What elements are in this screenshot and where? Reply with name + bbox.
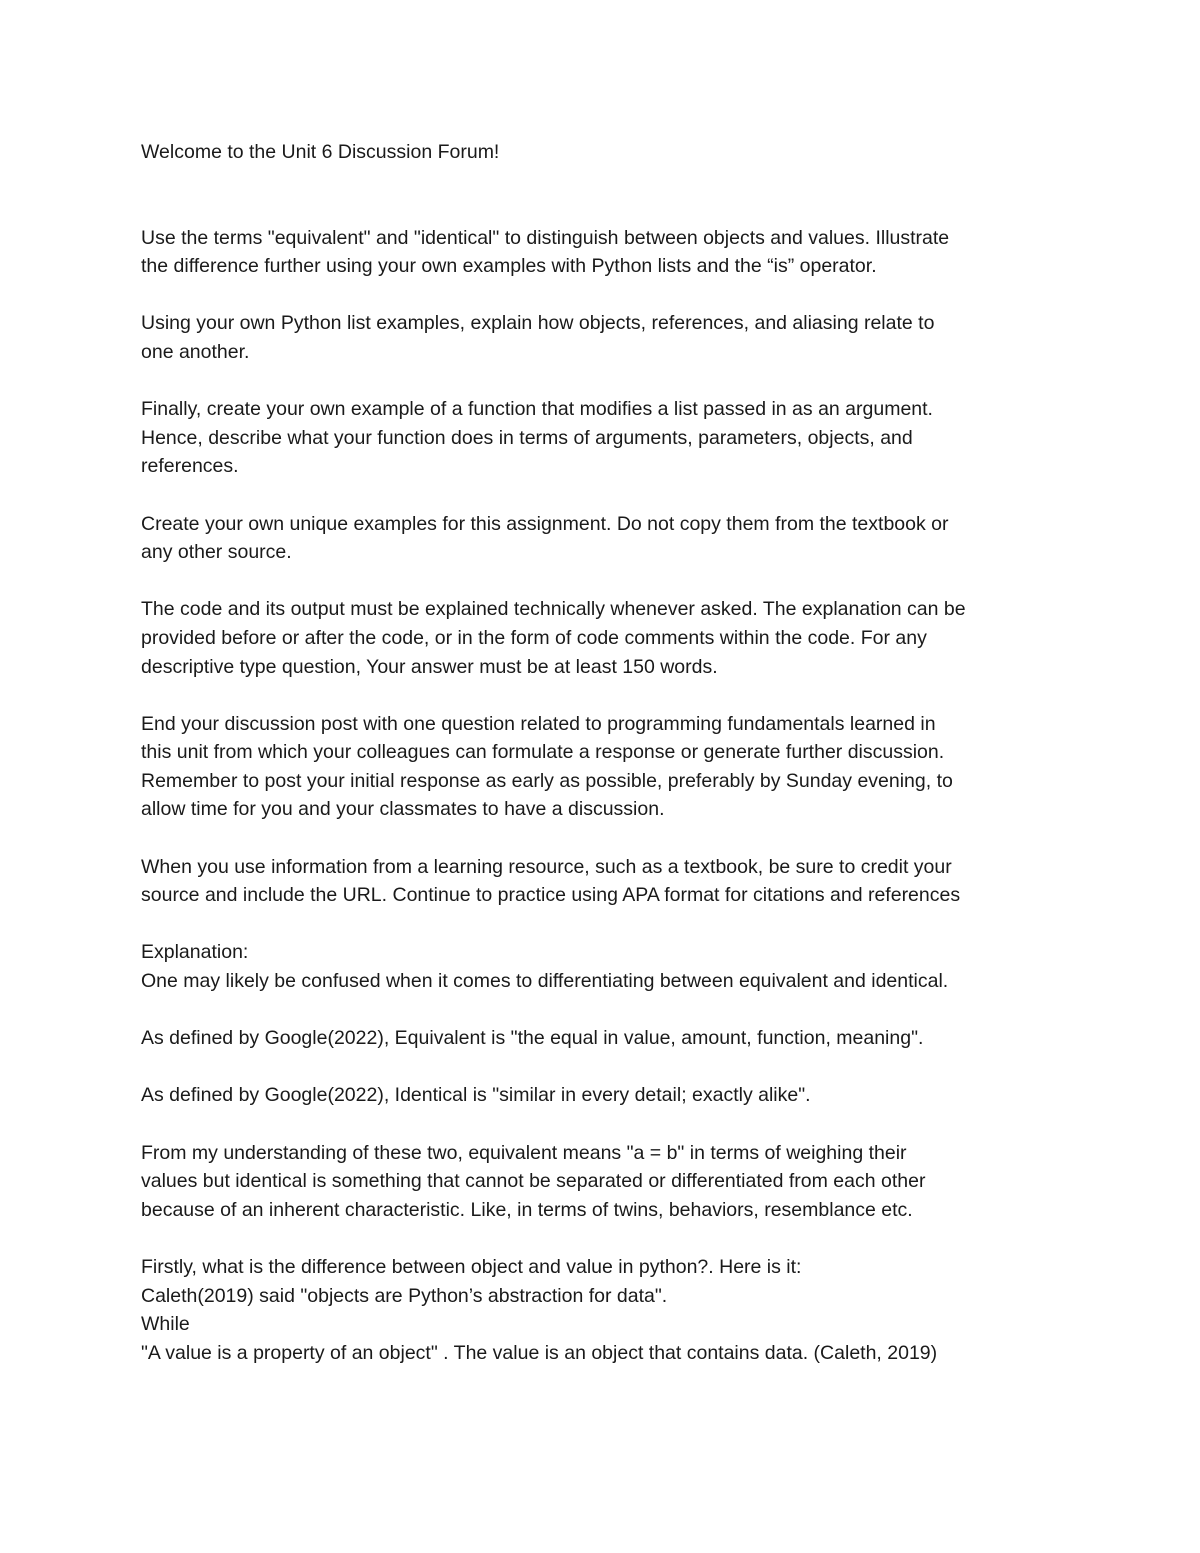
spacer (141, 167, 1071, 224)
text-line: Explanation: (141, 941, 249, 964)
text-line: allow time for you and your classmates to have a discussion. (141, 798, 665, 821)
text-line: Create your own unique examples for this assignment. Do not copy them from the textbook or (141, 512, 949, 535)
text-line: Hence, describe what your function does in terms of arguments, parameters, objects, and (141, 426, 913, 449)
text-line: Use the terms "equivalent" and "identical" to distinguish between objects and values. Illustrate (141, 226, 950, 249)
paragraph (141, 938, 1071, 995)
spacer (141, 681, 1071, 710)
text-line: One may likely be confused when it comes to differentiating between equivalent and identical. (141, 970, 949, 993)
spacer (141, 281, 1071, 310)
text-line: "A value is a property of an object" . The value is an object that contains data. (Caleth, 2019) (141, 1341, 938, 1364)
spacer (141, 1224, 1071, 1253)
spacer (141, 1110, 1071, 1139)
text-line: values but identical is something that cannot be separated or differentiated from each other (141, 1170, 926, 1193)
text-line: any other source. (141, 541, 292, 564)
spacer (141, 481, 1071, 510)
text-line: As defined by Google(2022), Equivalent is "the equal in value, amount, function, meaning". (141, 1027, 924, 1050)
spacer (141, 1053, 1071, 1082)
text-line: From my understanding of these two, equivalent means "a = b" in terms of weighing their (141, 1141, 907, 1164)
text-line: Using your own Python list examples, explain how objects, references, and aliasing relate to (141, 312, 935, 335)
paragraph (141, 1024, 1071, 1053)
text-line: source and include the URL. Continue to practice using APA format for citations and references (141, 884, 961, 907)
text-line: provided before or after the code, or in the form of code comments within the code. For any (141, 626, 927, 649)
paragraph (141, 510, 1071, 567)
paragraph (141, 309, 1071, 366)
text-line: references. (141, 455, 239, 478)
text-line: descriptive type question, Your answer must be at least 150 words. (141, 655, 718, 678)
text-line: because of an inherent characteristic. Like, in terms of twins, behaviors, resemblance etc. (141, 1198, 913, 1221)
spacer (141, 996, 1071, 1025)
paragraph (141, 1253, 1071, 1367)
spacer (141, 367, 1071, 396)
spacer (141, 824, 1071, 853)
paragraph (141, 1139, 1071, 1225)
text-line: While (141, 1313, 190, 1336)
text-line: The code and its output must be explained technically whenever asked. The explanation can be (141, 598, 966, 621)
spacer (141, 567, 1071, 596)
text-line: Finally, create your own example of a function that modifies a list passed in as an argument. (141, 398, 933, 421)
text-line: this unit from which your colleagues can formulate a response or generate further discussion. (141, 741, 945, 764)
text-line: one another. (141, 340, 250, 363)
text-line: End your discussion post with one question related to programming fundamentals learned in (141, 712, 936, 735)
text-line: When you use information from a learning resource, such as a textbook, be sure to credit your (141, 855, 952, 878)
text-line: the difference further using your own examples with Python lists and the “is” operator. (141, 255, 877, 278)
text-line: Firstly, what is the difference between object and value in python?. Here is it: (141, 1255, 802, 1278)
text-line: Caleth(2019) said "objects are Python’s abstraction for data". (141, 1284, 668, 1307)
paragraph (141, 1081, 1071, 1110)
paragraph (141, 395, 1071, 481)
document-title: Welcome to the Unit 6 Discussion Forum! (141, 141, 500, 163)
paragraph (141, 595, 1071, 681)
document-body (141, 224, 1071, 1368)
paragraph (141, 224, 1071, 281)
document-page (141, 138, 1071, 1367)
text-line: As defined by Google(2022), Identical is "similar in every detail; exactly alike". (141, 1084, 811, 1107)
spacer (141, 910, 1071, 939)
paragraph (141, 853, 1071, 910)
paragraph (141, 710, 1071, 824)
text-line: Remember to post your initial response as early as possible, preferably by Sunday evening, to (141, 769, 953, 792)
